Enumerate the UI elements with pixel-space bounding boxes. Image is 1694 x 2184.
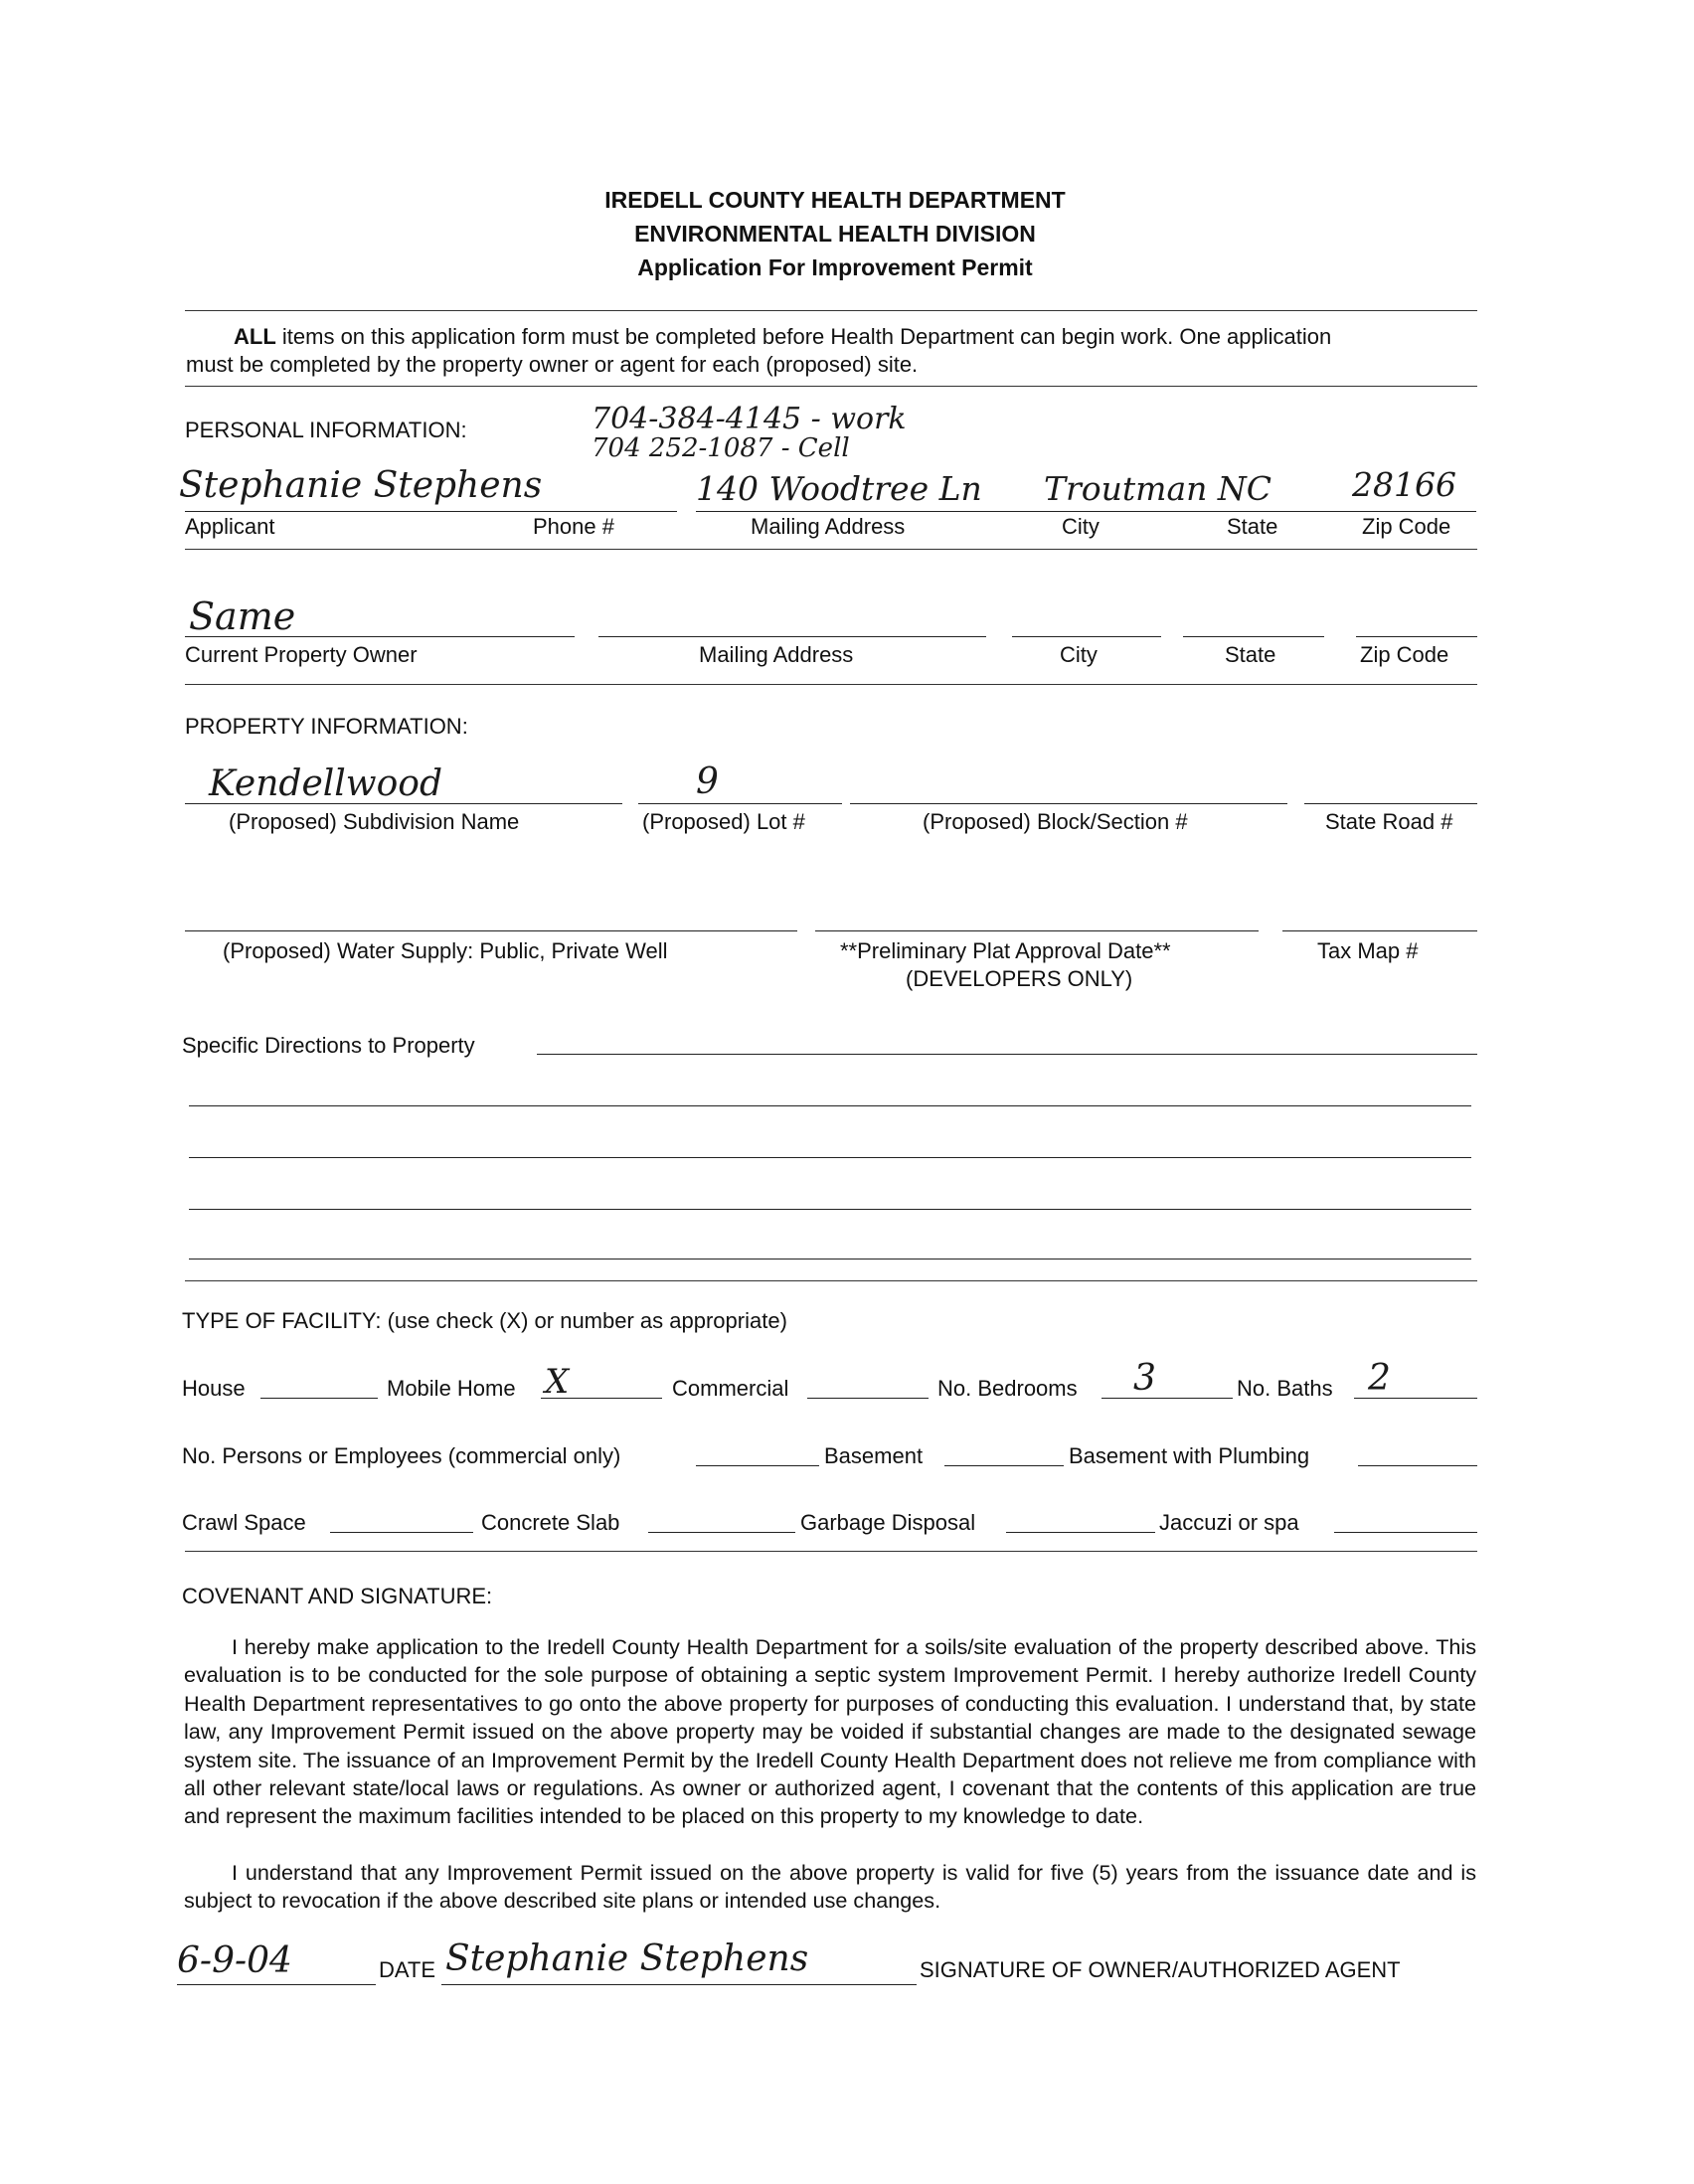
handwritten-mobile-check: X	[545, 1362, 570, 1402]
mobile-home-line	[541, 1398, 662, 1399]
basement-plumbing-line	[1358, 1465, 1477, 1466]
date-label: DATE	[379, 1957, 436, 1982]
directions-line-5	[189, 1259, 1471, 1260]
owner-state-line	[1183, 636, 1324, 637]
directions-line-4	[189, 1209, 1471, 1210]
mailing-address-label: Mailing Address	[751, 514, 906, 539]
header-line-3: Application For Improvement Permit	[637, 254, 1033, 280]
separator	[185, 1551, 1477, 1552]
handwritten-phone-work: 704-384-4145 - work	[592, 402, 907, 436]
separator	[185, 549, 1477, 550]
road-label: State Road #	[1325, 809, 1453, 834]
baths-line	[1354, 1398, 1477, 1399]
bedrooms-label: No. Bedrooms	[937, 1376, 1078, 1401]
persons-line	[696, 1465, 819, 1466]
owner-mailing-label: Mailing Address	[699, 642, 854, 667]
covenant-paragraph-2: I understand that any Improvement Permit issued on the above property is valid for five (5) years from the issuance date and is subject to revocation if the above described site plans or intended use changes.	[184, 1860, 1476, 1914]
bedrooms-line	[1101, 1398, 1233, 1399]
applicant-label: Applicant	[185, 514, 275, 539]
handwritten-bedrooms: 3	[1133, 1358, 1156, 1399]
house-line	[260, 1398, 378, 1399]
water-line	[185, 930, 797, 931]
intro-line-1: ALL items on this application form must be completed before Health Department can begin work. One application	[234, 324, 1332, 349]
signature-line	[441, 1984, 917, 1985]
intro-line-2: must be completed by the property owner or agent for each (proposed) site.	[186, 352, 919, 377]
crawl-space-label: Crawl Space	[182, 1510, 306, 1535]
block-label: (Proposed) Block/Section #	[923, 809, 1188, 834]
property-info-heading: PROPERTY INFORMATION:	[185, 714, 468, 739]
owner-city-line	[1012, 636, 1161, 637]
owner-zip-line	[1356, 636, 1477, 637]
handwritten-date: 6-9-04	[177, 1940, 292, 1981]
handwritten-zip: 28166	[1352, 465, 1456, 504]
road-line	[1304, 803, 1477, 804]
header-line-1: IREDELL COUNTY HEALTH DEPARTMENT	[604, 187, 1066, 213]
directions-line-3	[189, 1157, 1471, 1158]
zip-label: Zip Code	[1362, 514, 1451, 539]
handwritten-applicant: Stephanie Stephens	[179, 465, 543, 506]
commercial-line	[807, 1398, 929, 1399]
taxmap-line	[1282, 930, 1477, 931]
subdivision-label: (Proposed) Subdivision Name	[229, 809, 520, 834]
owner-line	[185, 636, 575, 637]
owner-zip-label: Zip Code	[1360, 642, 1449, 667]
separator	[185, 1280, 1477, 1281]
zip-line	[1352, 511, 1476, 512]
owner-city-label: City	[1060, 642, 1098, 667]
basement-line	[944, 1465, 1064, 1466]
state-label: State	[1227, 514, 1278, 539]
owner-address-line	[598, 636, 986, 637]
separator	[185, 684, 1477, 685]
mobile-home-label: Mobile Home	[387, 1376, 516, 1401]
handwritten-baths: 2	[1368, 1358, 1391, 1399]
applicant-line	[185, 511, 677, 512]
persons-label: No. Persons or Employees (commercial only)	[182, 1443, 621, 1468]
handwritten-signature: Stephanie Stephens	[445, 1938, 809, 1979]
concrete-slab-line	[648, 1532, 795, 1533]
city-label: City	[1062, 514, 1100, 539]
facility-heading: TYPE OF FACILITY: (use check (X) or number as appropriate)	[182, 1308, 787, 1333]
water-supply-label: (Proposed) Water Supply: Public, Private Well	[223, 938, 668, 963]
handwritten-owner: Same	[189, 594, 296, 638]
handwritten-lot: 9	[696, 761, 719, 802]
handwritten-subdivision: Kendellwood	[209, 763, 443, 804]
city-state-line	[1014, 511, 1352, 512]
jaccuzi-label: Jaccuzi or spa	[1159, 1510, 1299, 1535]
block-line	[850, 803, 1287, 804]
directions-line-2	[189, 1105, 1471, 1106]
handwritten-address: 140 Woodtree Ln	[696, 469, 982, 508]
taxmap-label: Tax Map #	[1317, 938, 1419, 963]
house-label: House	[182, 1376, 246, 1401]
covenant-heading: COVENANT AND SIGNATURE:	[182, 1584, 493, 1608]
developers-only-label: (DEVELOPERS ONLY)	[906, 966, 1133, 991]
basement-label: Basement	[824, 1443, 924, 1468]
basement-plumbing-label: Basement with Plumbing	[1069, 1443, 1310, 1468]
jaccuzi-line	[1334, 1532, 1477, 1533]
signature-label: SIGNATURE OF OWNER/AUTHORIZED AGENT	[920, 1957, 1401, 1982]
crawl-space-line	[330, 1532, 473, 1533]
plat-approval-label: **Preliminary Plat Approval Date**	[840, 938, 1171, 963]
baths-label: No. Baths	[1237, 1376, 1333, 1401]
garbage-disposal-label: Garbage Disposal	[800, 1510, 976, 1535]
personal-info-heading: PERSONAL INFORMATION:	[185, 418, 467, 442]
separator	[185, 310, 1477, 311]
plat-line	[815, 930, 1259, 931]
lot-line	[638, 803, 842, 804]
directions-label: Specific Directions to Property	[182, 1033, 475, 1058]
concrete-slab-label: Concrete Slab	[481, 1510, 620, 1535]
header-line-2: ENVIRONMENTAL HEALTH DIVISION	[634, 221, 1036, 247]
address-line	[696, 511, 1014, 512]
commercial-label: Commercial	[672, 1376, 789, 1401]
subdivision-line	[185, 803, 622, 804]
directions-line-1	[537, 1054, 1477, 1055]
phone-label: Phone #	[533, 514, 614, 539]
lot-label: (Proposed) Lot #	[642, 809, 805, 834]
date-line	[177, 1984, 376, 1985]
handwritten-phone-cell: 704 252-1087 - Cell	[592, 433, 850, 463]
separator	[185, 386, 1477, 387]
garbage-disposal-line	[1006, 1532, 1155, 1533]
covenant-paragraph-1: I hereby make application to the Iredell County Health Department for a soils/site evaluation of the property described above. This evaluation is to be conducted for the sole purpose of obtaining a septic system Improvement Permit. I hereby authorize Iredell County Health Department representatives to go onto the above property for purposes of conducting this evaluation. I understand that, by state law, any Improvement Permit issued on the above property may be voided if substantial changes are made to the designated sewage system site. The issuance of an Improvement Permit by the Iredell County Health Department does not relieve me from compliance with all other relevant state/local laws or regulations. As owner or authorized agent, I covenant that the contents of this application are true and represent the maximum facilities intended to be placed on this property to my knowledge to date.	[184, 1634, 1476, 1829]
handwritten-city-state: Troutman NC	[1044, 469, 1272, 508]
owner-state-label: State	[1225, 642, 1276, 667]
owner-label: Current Property Owner	[185, 642, 418, 667]
